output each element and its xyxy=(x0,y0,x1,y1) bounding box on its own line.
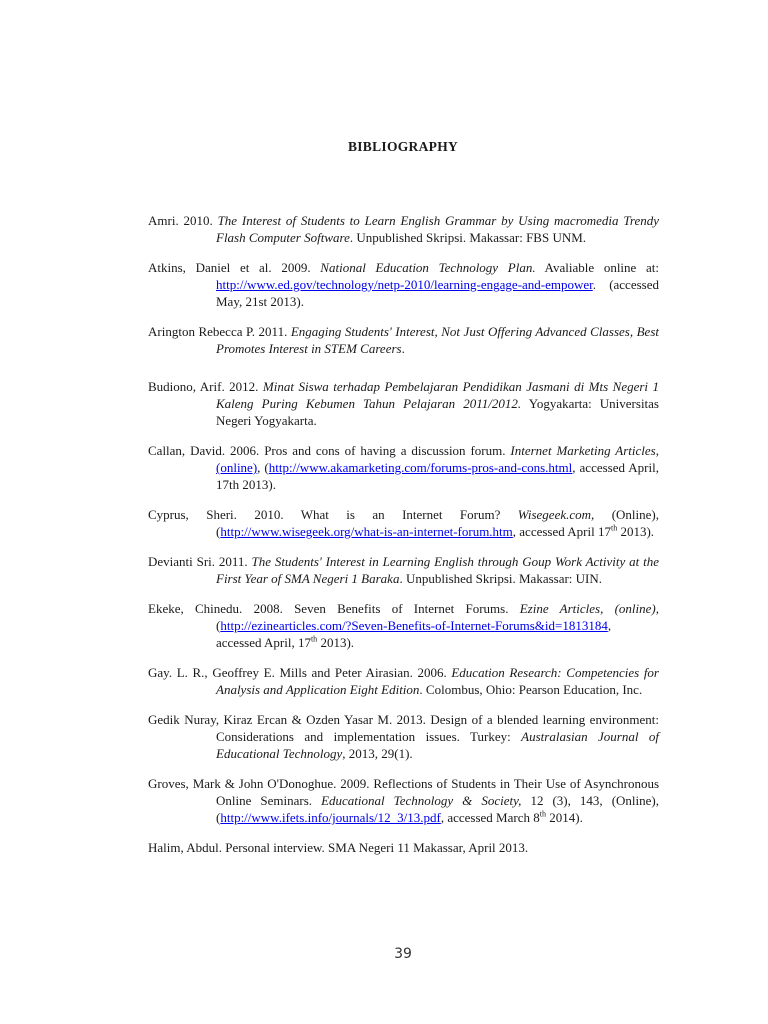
reference-link[interactable]: http://ezinearticles.com/?Seven-Benefits-of-Internet-Forums&id=1813184 xyxy=(220,618,608,633)
reference-text: , xyxy=(655,443,659,458)
reference-title: Educational Technology & Society, xyxy=(321,793,522,808)
reference-text: Ekeke, Chinedu. 2008. Seven Benefits of Internet Forums. xyxy=(148,601,520,616)
reference-text: 2014). xyxy=(545,810,583,825)
page-title: BIBLIOGRAPHY xyxy=(347,139,459,154)
reference-text: Devianti Sri. 2011. xyxy=(148,554,252,569)
reference-text: , accessed April, 17 xyxy=(216,618,612,650)
reference-text: ( xyxy=(216,618,221,633)
page-number: 39 xyxy=(394,946,412,962)
reference-link[interactable]: http://www.ed.gov/technology/netp-2010/learning-engage-and-empower xyxy=(216,277,593,292)
reference-title: The Interest of Students to Learn English Grammar by Using macromedia Trendy Flash Computer Software xyxy=(216,213,659,245)
reference-entry xyxy=(148,442,659,493)
reference-title: The Students' Interest in Learning English through Goup Work Activity at the First Year of SMA Negeri 1 Baraka xyxy=(216,554,660,586)
reference-title: National Education Technology Plan. xyxy=(320,260,536,275)
reference-text: . Unpublished Skripsi. Makassar: FBS UNM. xyxy=(349,230,587,245)
reference-entry xyxy=(148,839,659,856)
reference-text: Halim, Abdul. Personal interview. SMA Negeri 11 Makassar, April 2013. xyxy=(148,840,529,855)
reference-text: . Colombus, Ohio: Pearson Education, Inc. xyxy=(419,682,643,697)
reference-text: Avaliable online at: xyxy=(535,260,659,275)
ordinal-suffix: th xyxy=(610,523,618,533)
reference-link[interactable]: http://www.wisegeek.org/what-is-an-internet-forum.htm xyxy=(220,524,513,539)
reference-text: Budiono, Arif. 2012. xyxy=(148,379,263,394)
reference-text: Groves, Mark & John O'Donoghue. 2009. Reflections of Students in Their Use of Asynchronous Online Seminars. xyxy=(148,776,659,808)
reference-entry xyxy=(148,553,659,587)
reference-entry xyxy=(148,775,659,826)
reference-entry xyxy=(148,323,659,357)
reference-entry xyxy=(148,378,659,429)
reference-entry xyxy=(148,664,659,698)
reference-text: Yogyakarta: Universitas Negeri Yogyakarta. xyxy=(216,396,659,428)
reference-text: Arington Rebecca P. 2011. xyxy=(148,324,291,339)
reference-link[interactable]: http://www.ifets.info/journals/12_3/13.pdf xyxy=(220,810,441,825)
reference-text: Atkins, Daniel et al. 2009. xyxy=(148,260,321,275)
reference-text: , accessed April 17 xyxy=(512,524,611,539)
reference-title: Education Research: Competencies for Analysis and Application Eight Edition xyxy=(216,665,659,697)
reference-text: , 2013, 29(1). xyxy=(342,746,413,761)
reference-text: , ( xyxy=(257,460,269,475)
reference-link[interactable]: http://www.akamarketing.com/forums-pros-and-cons.html xyxy=(268,460,573,475)
reference-text: Gedik Nuray, Kiraz Ercan & Ozden Yasar M. 2013. Design of a blended learning environment: Considerations and implementation issues. Turkey: xyxy=(148,712,659,744)
reference-text: (Online), ( xyxy=(216,507,659,539)
ordinal-suffix: th xyxy=(539,809,546,819)
reference-link[interactable]: (online) xyxy=(216,460,258,475)
reference-text: Amri. 2010. xyxy=(148,213,218,228)
reference-title: Ezine Articles, (online), xyxy=(519,601,659,616)
reference-entry xyxy=(148,259,659,310)
reference-title: Australasian Journal of Educational Technology xyxy=(216,729,659,761)
reference-text: , accessed April, 17th 2013). xyxy=(216,460,659,492)
reference-entry xyxy=(148,711,659,762)
reference-text: Gay. L. R., Geoffrey E. Mills and Peter Airasian. 2006. xyxy=(148,665,452,680)
reference-text: 2013). xyxy=(317,635,355,650)
reference-text: Callan, David. 2006. Pros and cons of having a discussion forum. xyxy=(148,443,511,458)
reference-entry xyxy=(148,212,659,246)
reference-text: Cyprus, Sheri. 2010. What is an Internet Forum? xyxy=(148,507,518,522)
reference-entry xyxy=(148,600,659,651)
reference-title: Engaging Students' Interest, Not Just Offering Advanced Classes, Best Promotes Interest in STEM Careers xyxy=(216,324,659,356)
reference-title: Wisegeek.com, xyxy=(517,507,595,522)
reference-title: Internet Marketing Articles xyxy=(510,443,656,458)
reference-entry xyxy=(148,506,659,540)
reference-text: , accessed March 8 xyxy=(440,810,540,825)
reference-text: . Unpublished Skripsi. Makassar: UIN. xyxy=(399,571,603,586)
ordinal-suffix: th xyxy=(310,634,318,644)
reference-text: . xyxy=(401,341,405,356)
reference-list xyxy=(148,199,659,866)
reference-text: 12 (3), 143, (Online), ( xyxy=(216,793,660,825)
reference-text: . (accessed May, 21st 2013). xyxy=(216,277,659,309)
reference-text: 2013). xyxy=(617,524,655,539)
reference-title: Minat Siswa terhadap Pembelajaran Pendidikan Jasmani di Mts Negeri 1 Kaleng Puring Kebumen Tahun Pelajaran 2011/2012. xyxy=(216,379,660,411)
